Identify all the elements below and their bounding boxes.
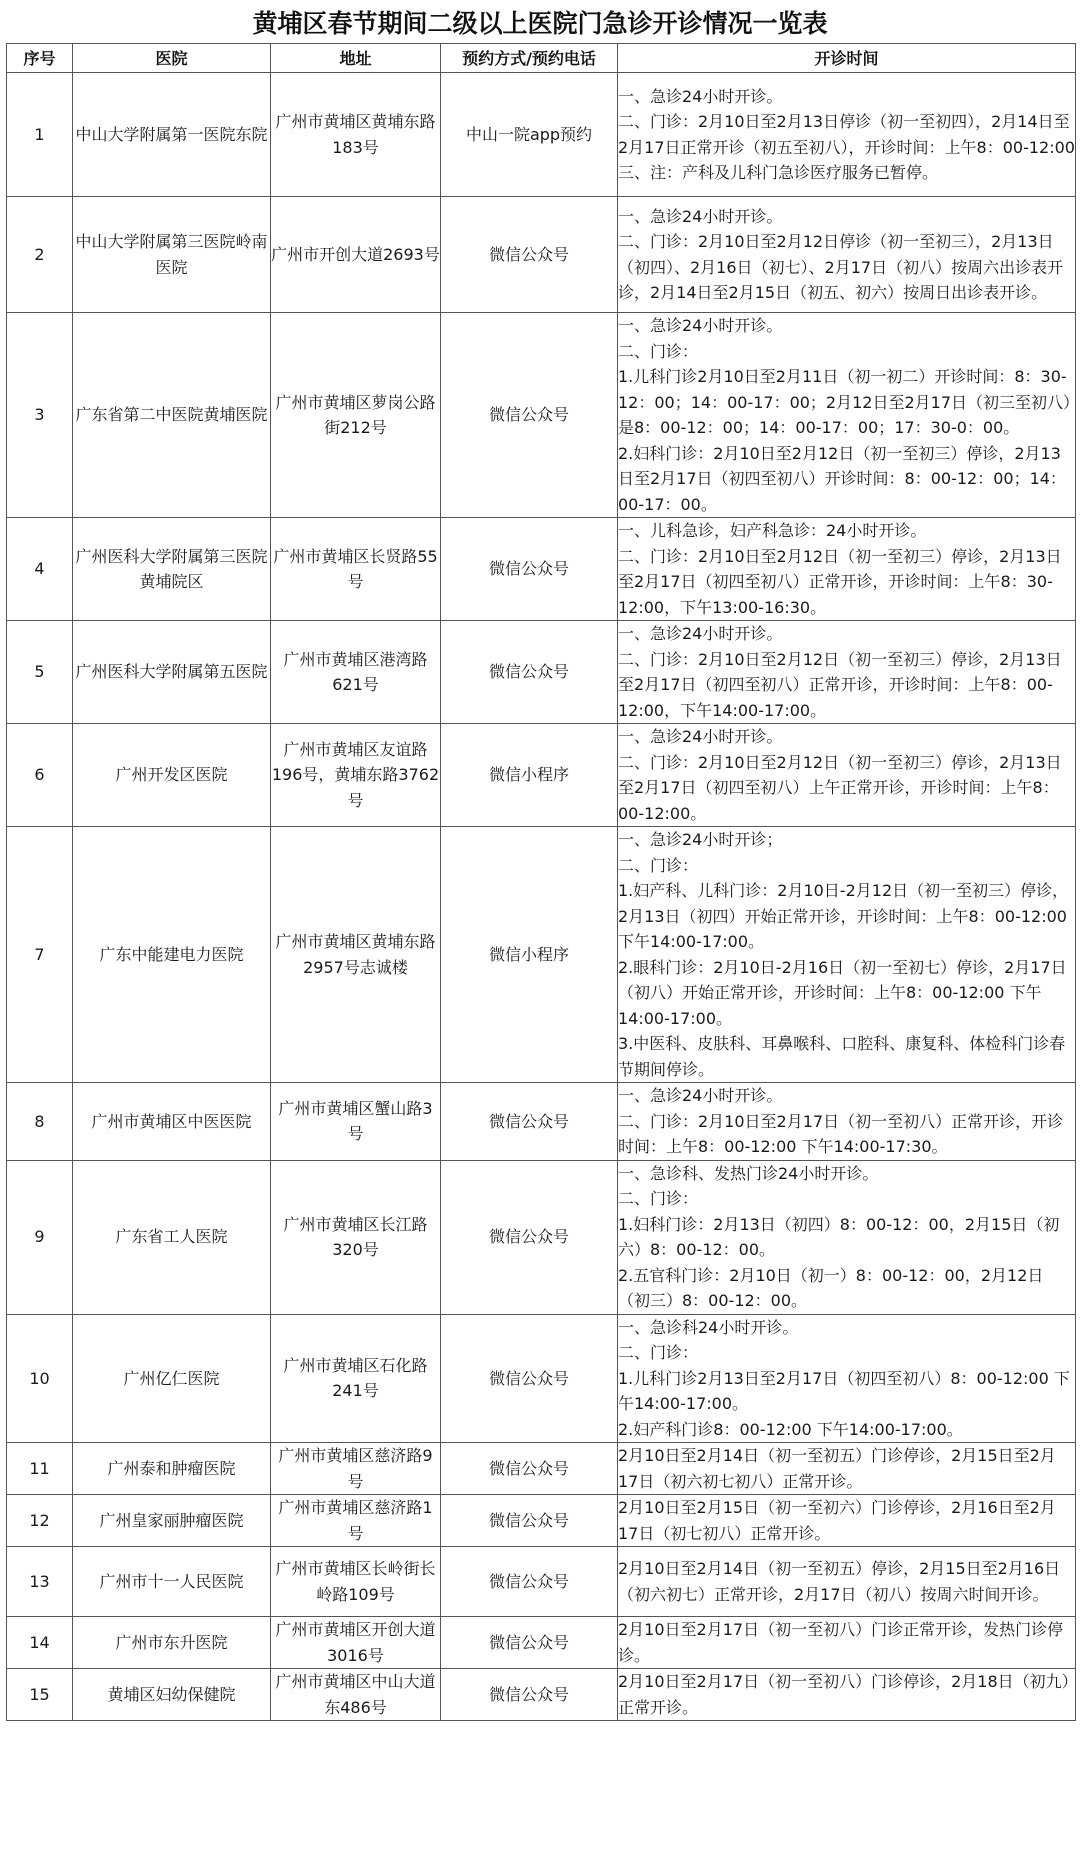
hours-line: 1.妇产科、儿科门诊：2月10日-2月12日（初一至初三）停诊，2月13日（初四）开始正常开诊，开诊时间：上午8：00-12:00 下午14:00-17:00。 [618, 881, 1069, 951]
hospital-address: 广州市黄埔区萝岗公路街212号 [271, 313, 441, 518]
table-row [7, 1443, 1076, 1495]
opening-hours [618, 827, 1076, 1083]
row-number: 9 [7, 1160, 73, 1314]
hours-line: 3.中医科、皮肤科、耳鼻喉科、口腔科、康复科、体检科门诊春节期间停诊。 [618, 1034, 1066, 1079]
booking-method: 微信公众号 [441, 1669, 618, 1721]
table-header-row [7, 44, 1076, 73]
hours-line: 二、门诊：2月10日至2月17日（初一至初八）正常开诊，开诊时间：上午8：00-12:00 下午14:00-17:30。 [618, 1111, 1064, 1156]
hospital-address: 广州市开创大道2693号 [271, 197, 441, 313]
opening-hours [618, 313, 1076, 518]
booking-method: 微信公众号 [441, 1160, 618, 1314]
hours-line: 2.妇产科门诊8：00-12:00 下午14:00-17:00。 [618, 1419, 963, 1439]
booking-method: 微信公众号 [441, 197, 618, 313]
row-number: 10 [7, 1314, 73, 1443]
hours-line: 二、门诊：2月10日至2月12日（初一至初三）停诊，2月13日至2月17日（初四至初八）正常开诊，开诊时间：上午8：30-12:00，下午13:00-16:30。 [618, 546, 1062, 617]
table-row [7, 1495, 1076, 1547]
hours-line: 2月10日至2月17日（初一至初八）门诊停诊，2月18日（初九）正常开诊。 [618, 1672, 1070, 1717]
hospital-name: 广州开发区医院 [73, 724, 271, 827]
row-number: 12 [7, 1495, 73, 1547]
table-row [7, 518, 1076, 621]
hours-line: 2月10日至2月17日（初一至初八）门诊正常开诊，发热门诊停诊。 [618, 1620, 1064, 1665]
hospital-name: 广州市黄埔区中医医院 [73, 1083, 271, 1161]
table-row [7, 1314, 1076, 1443]
opening-hours [618, 518, 1076, 621]
hours-line: 二、门诊： [618, 341, 699, 361]
opening-hours [618, 1617, 1076, 1669]
hospital-name: 广州医科大学附属第五医院 [73, 621, 271, 724]
row-number: 3 [7, 313, 73, 518]
hospital-address: 广州市黄埔区慈济路9号 [271, 1443, 441, 1495]
booking-method: 微信公众号 [441, 1617, 618, 1669]
hospital-name: 广州泰和肿瘤医院 [73, 1443, 271, 1495]
hours-line: 一、儿科急诊，妇产科急诊：24小时开诊。 [618, 521, 927, 540]
booking-method: 微信公众号 [441, 1547, 618, 1617]
opening-hours [618, 1547, 1076, 1617]
hours-line: 一、急诊24小时开诊。 [618, 1086, 783, 1105]
booking-method: 微信公众号 [441, 1314, 618, 1443]
column-header-booking: 预约方式/预约电话 [441, 44, 618, 73]
booking-method: 微信小程序 [441, 724, 618, 827]
hospital-address: 广州市黄埔区慈济路1号 [271, 1495, 441, 1547]
column-header-no: 序号 [7, 44, 73, 73]
hours-line: 二、门诊： [618, 855, 699, 875]
booking-method: 微信公众号 [441, 1083, 618, 1161]
booking-method: 微信公众号 [441, 621, 618, 724]
row-number: 14 [7, 1617, 73, 1669]
table-row [7, 827, 1076, 1083]
hospital-address: 广州市黄埔区开创大道3016号 [271, 1617, 441, 1669]
hospital-address: 广州市黄埔区中山大道东486号 [271, 1669, 441, 1721]
table-row [7, 313, 1076, 518]
opening-hours [618, 1083, 1076, 1161]
opening-hours [618, 621, 1076, 724]
booking-method: 微信公众号 [441, 313, 618, 518]
column-header-address: 地址 [271, 44, 441, 73]
hours-line: 1.妇科门诊：2月13日（初四）8：00-12：00，2月15日（初六）8：00-12：00。 [618, 1214, 1060, 1259]
hours-line: 二、门诊：2月10日至2月12日（初一至初三）停诊，2月13日至2月17日（初四至初八）上午正常开诊，开诊时间：上午8：00-12:00。 [618, 752, 1062, 823]
table-row [7, 1617, 1076, 1669]
hours-line: 二、门诊： [618, 1343, 699, 1362]
hospital-name: 黄埔区妇幼保健院 [73, 1669, 271, 1721]
hospital-name: 广州亿仁医院 [73, 1314, 271, 1443]
row-number: 2 [7, 197, 73, 313]
hospital-name: 中山大学附属第三医院岭南医院 [73, 197, 271, 313]
opening-hours [618, 1669, 1076, 1721]
row-number: 1 [7, 73, 73, 197]
hours-line: 一、急诊24小时开诊。 [618, 316, 783, 335]
hours-line: 一、急诊24小时开诊。 [618, 206, 783, 226]
hospital-address: 广州市黄埔区黄埔东路2957号志诚楼 [271, 827, 441, 1083]
hours-line: 2.五官科门诊：2月10日（初一）8：00-12：00，2月12日（初三）8：00-12：00。 [618, 1265, 1044, 1310]
column-header-hospital: 医院 [73, 44, 271, 73]
table-row [7, 1547, 1076, 1617]
table-row [7, 73, 1076, 197]
hospital-address: 广州市黄埔区黄埔东路183号 [271, 73, 441, 197]
hours-line: 二、门诊：2月10日至2月12日停诊（初一至初三），2月13日（初四）、2月16日（初七）、2月17日（初八）按周六出诊表开诊，2月14日至2月15日（初五、初六）按周日出诊表开诊。 [618, 232, 1064, 302]
booking-method: 中山一院app预约 [441, 73, 618, 197]
hours-line: 2.妇科门诊：2月10日至2月12日（初一至初三）停诊，2月13日至2月17日（初四至初八）开诊时间：8：00-12：00；14：00-17：00。 [618, 443, 1066, 514]
hours-line: 2月10日至2月14日（初一至初五）停诊，2月15日至2月16日（初六初七）正常开诊，2月17日（初八）按周六时间开诊。 [618, 1559, 1061, 1604]
hours-line: 一、急诊科24小时开诊。 [618, 1317, 799, 1337]
booking-method: 微信公众号 [441, 1495, 618, 1547]
hospital-name: 广州皇家丽肿瘤医院 [73, 1495, 271, 1547]
table-row [7, 621, 1076, 724]
table-row [7, 724, 1076, 827]
hours-line: 一、急诊24小时开诊。 [618, 624, 783, 643]
hospital-name: 广东省第二中医院黄埔医院 [73, 313, 271, 518]
hospital-schedule-table [6, 43, 1076, 1721]
hospital-address: 广州市黄埔区长岭街长岭路109号 [271, 1547, 441, 1617]
booking-method: 微信小程序 [441, 827, 618, 1083]
opening-hours [618, 73, 1076, 197]
hours-line: 1.儿科门诊2月13日至2月17日（初四至初八）8：00-12:00 下午14:00-17:00。 [618, 1368, 1070, 1413]
hospital-address: 广州市黄埔区蟹山路3号 [271, 1083, 441, 1161]
hours-line: 1.儿科门诊2月10日至2月11日（初一初二）开诊时间：8：30-12：00；14：00-17：00；2月12日至2月17日（初三至初八）是8：00-12：00；14：00-17：00；17：30-0：00。 [618, 367, 1072, 437]
table-row [7, 197, 1076, 313]
hospital-address: 广州市黄埔区友谊路196号，黄埔东路3762号 [271, 724, 441, 827]
hospital-address: 广州市黄埔区长贤路55号 [271, 518, 441, 621]
table-row [7, 1083, 1076, 1161]
row-number: 4 [7, 518, 73, 621]
row-number: 11 [7, 1443, 73, 1495]
opening-hours [618, 197, 1076, 313]
row-number: 7 [7, 827, 73, 1083]
row-number: 13 [7, 1547, 73, 1617]
hours-line: 一、急诊24小时开诊； [618, 830, 783, 849]
hospital-name: 广州医科大学附属第三医院黄埔院区 [73, 518, 271, 621]
row-number: 15 [7, 1669, 73, 1721]
hours-line: 一、急诊24小时开诊。 [618, 727, 783, 746]
hospital-name: 中山大学附属第一医院东院 [73, 73, 271, 197]
row-number: 5 [7, 621, 73, 724]
row-number: 6 [7, 724, 73, 827]
hours-line: 一、急诊科、发热门诊24小时开诊。 [618, 1163, 879, 1183]
hours-line: 二、门诊： [618, 1189, 699, 1208]
hours-line: 三、注：产科及儿科门急诊医疗服务已暂停。 [618, 163, 939, 182]
table-row [7, 1669, 1076, 1721]
hours-line: 一、急诊24小时开诊。 [618, 86, 783, 106]
hospital-name: 广东中能建电力医院 [73, 827, 271, 1083]
row-number: 8 [7, 1083, 73, 1161]
hours-line: 二、门诊：2月10日至2月13日停诊（初一至初四），2月14日至2月17日正常开诊（初五至初八），开诊时间：上午8：00-12:00 [618, 112, 1075, 157]
booking-method: 微信公众号 [441, 1443, 618, 1495]
opening-hours [618, 724, 1076, 827]
hours-line: 二、门诊：2月10日至2月12日（初一至初三）停诊，2月13日至2月17日（初四至初八）正常开诊，开诊时间：上午8：00-12:00，下午14:00-17:00。 [618, 649, 1062, 720]
opening-hours [618, 1160, 1076, 1314]
opening-hours [618, 1314, 1076, 1443]
page-title: 黄埔区春节期间二级以上医院门急诊开诊情况一览表 [252, 9, 828, 38]
hours-line: 2.眼科门诊：2月10日-2月16日（初一至初七）停诊，2月17日（初八）开始正常开诊，开诊时间：上午8：00-12:00 下午14:00-17:00。 [618, 957, 1067, 1028]
hours-line: 2月10日至2月15日（初一至初六）门诊停诊，2月16日至2月17日（初七初八）正常开诊。 [618, 1498, 1056, 1543]
opening-hours [618, 1443, 1076, 1495]
booking-method: 微信公众号 [441, 518, 618, 621]
column-header-hours: 开诊时间 [618, 44, 1076, 73]
hospital-address: 广州市黄埔区长江路320号 [271, 1160, 441, 1314]
hospital-name: 广东省工人医院 [73, 1160, 271, 1314]
hospital-address: 广州市黄埔区港湾路621号 [271, 621, 441, 724]
table-row [7, 1160, 1076, 1314]
hours-line: 2月10日至2月14日（初一至初五）门诊停诊，2月15日至2月17日（初六初七初八）正常开诊。 [618, 1446, 1056, 1491]
hospital-name: 广州市东升医院 [73, 1617, 271, 1669]
hospital-address: 广州市黄埔区石化路241号 [271, 1314, 441, 1443]
hospital-name: 广州市十一人民医院 [73, 1547, 271, 1617]
opening-hours [618, 1495, 1076, 1547]
